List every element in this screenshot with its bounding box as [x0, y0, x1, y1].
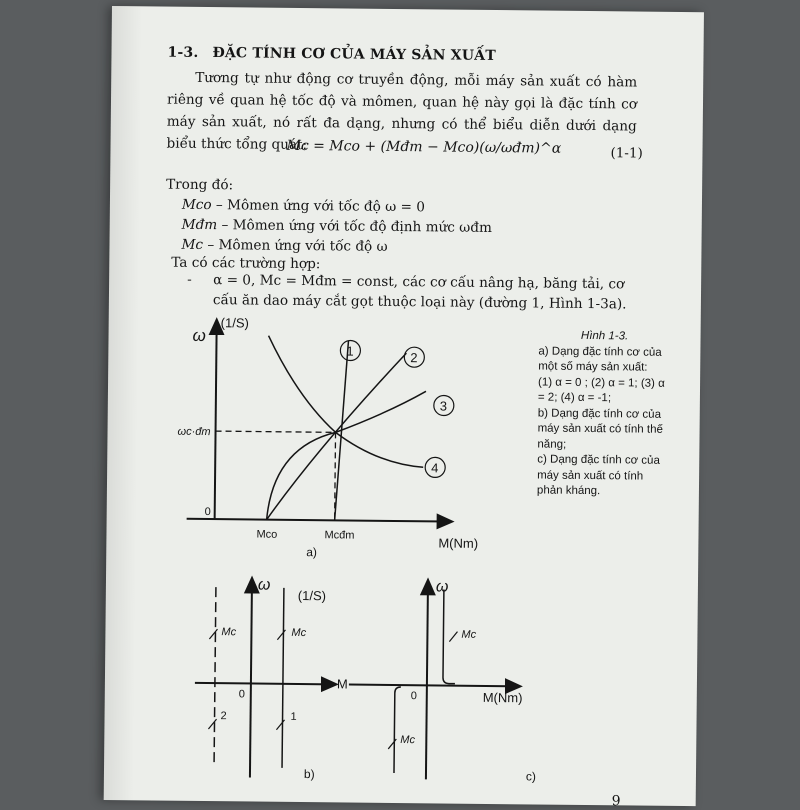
fig-c-x-label: M(Nm) — [482, 689, 523, 706]
fig-c-tick — [449, 632, 457, 642]
fig-b-panel: b) — [303, 767, 315, 782]
fig-b-x-label: M — [336, 676, 348, 692]
caption-a-list: (1) α = 0 ; (2) α = 1; (3) α = 2; (4) α = -1; — [537, 375, 665, 405]
definition-symbol: Mc — [181, 236, 204, 253]
fig-c-mc-label-top: Mc — [461, 628, 477, 641]
fig-c-panel: c) — [525, 769, 537, 784]
fig-a-curve-label-3: 3 — [439, 398, 448, 414]
where-label: Trong đó: — [166, 176, 234, 194]
figure-b — [194, 576, 349, 782]
book-page — [104, 6, 704, 810]
fig-c-x-axis — [349, 685, 515, 687]
definition-symbol: Mco — [181, 196, 212, 214]
fig-a-panel: a) — [306, 545, 318, 560]
case-dash: - — [187, 271, 192, 288]
section-title: ĐẶC TÍNH CƠ CỦA MÁY SẢN XUẤT — [212, 45, 496, 65]
figure-c — [348, 578, 538, 784]
fig-b-tick — [209, 629, 217, 639]
fig-b-tick — [276, 720, 284, 730]
fig-a-x-label: M(Nm) — [438, 535, 479, 551]
fig-a-x-axis — [187, 519, 447, 522]
fig-a-y-axis — [215, 325, 217, 519]
case-text: α = 0, Mc = Mđm = const, các cơ cấu nâng hạ, băng tải, cơ cấu ăn dao máy cắt gọt thuộc loại này (đường 1, Hình 1-3a). — [212, 272, 627, 313]
page-number: 9 — [611, 793, 621, 810]
fig-c-mc-label-bottom: Mc — [400, 734, 416, 747]
section-number: 1-3. — [167, 44, 199, 61]
caption-b: b) Dạng đặc tính cơ của máy sản xuất có tính thế năng; — [537, 406, 663, 451]
fig-a-x-tick-mco: Mco — [256, 528, 278, 541]
definition-symbol: Mđm — [181, 216, 218, 234]
formula-number: (1-1) — [610, 145, 643, 162]
caption-title: Hình 1-3. — [580, 329, 629, 343]
fig-c-y-label: ω — [435, 578, 449, 596]
fig-b-line-label-2: 2 — [220, 710, 227, 723]
fig-b-line-1 — [282, 588, 284, 768]
fig-b-tick — [208, 719, 216, 729]
fig-a-y-unit: (1/S) — [220, 315, 249, 331]
formula-1-1: Mc = Mco + (Mđm − Mco)(ω/ωđm)^α — [286, 137, 562, 157]
caption-c: c) Dạng đặc tính cơ của máy sản xuất có tính phản kháng. — [536, 453, 660, 498]
definition-text: – Mômen ứng với tốc độ ω — [202, 236, 388, 255]
fig-a-curve-label-4: 4 — [431, 460, 439, 476]
fig-a-dashed-h — [216, 431, 336, 432]
cases-label: Ta có các trường hợp: — [171, 254, 321, 273]
fig-b-y-unit: (1/S) — [297, 587, 327, 604]
fig-a-y-mark: ωc·đm — [177, 425, 211, 439]
definition-text: – Mômen ứng với tốc độ ω = 0 — [211, 197, 426, 216]
definition-text: – Mômen ứng với tốc độ định mức ωđm — [217, 217, 492, 236]
fig-c-tick — [388, 739, 396, 749]
fig-b-tick — [277, 630, 285, 640]
fig-a-y-label: ω — [192, 325, 206, 345]
fig-b-mc-label-left: Mc — [221, 626, 237, 639]
fig-a-x-tick-mcdm: Mcđm — [324, 529, 355, 542]
fig-b-origin: 0 — [238, 688, 245, 701]
fig-b-line-2 — [214, 587, 216, 767]
fig-b-y-label: ω — [257, 576, 271, 594]
fig-a-curve-label-2: 2 — [410, 350, 418, 366]
intro-paragraph: Tương tự như động cơ truyền động, mỗi máy sản xuất có hàm riêng về quan hệ tốc độ và mômen, quan hệ này gọi là đặc tính cơ máy sản xuất, nó rất đa dạng, nhưng có thể biểu diễn dưới dạng biểu thức tổng quát: — [166, 69, 638, 154]
fig-c-lower-branch — [394, 687, 401, 773]
fig-b-line-label-1: 1 — [290, 710, 297, 723]
figure-1-3 — [104, 6, 704, 806]
fig-a-curve-label-1: 1 — [346, 343, 354, 359]
fig-b-y-axis — [250, 583, 252, 777]
figure-a — [176, 315, 480, 561]
caption-a: a) Dạng đặc tính cơ của một số máy sản xuất: — [538, 344, 662, 374]
fig-c-origin: 0 — [410, 690, 417, 703]
fig-b-mc-label-right: Mc — [291, 626, 307, 640]
fig-c-y-axis — [426, 585, 428, 779]
fig-a-origin: 0 — [204, 505, 211, 519]
fig-a-curve-3 — [267, 390, 426, 522]
